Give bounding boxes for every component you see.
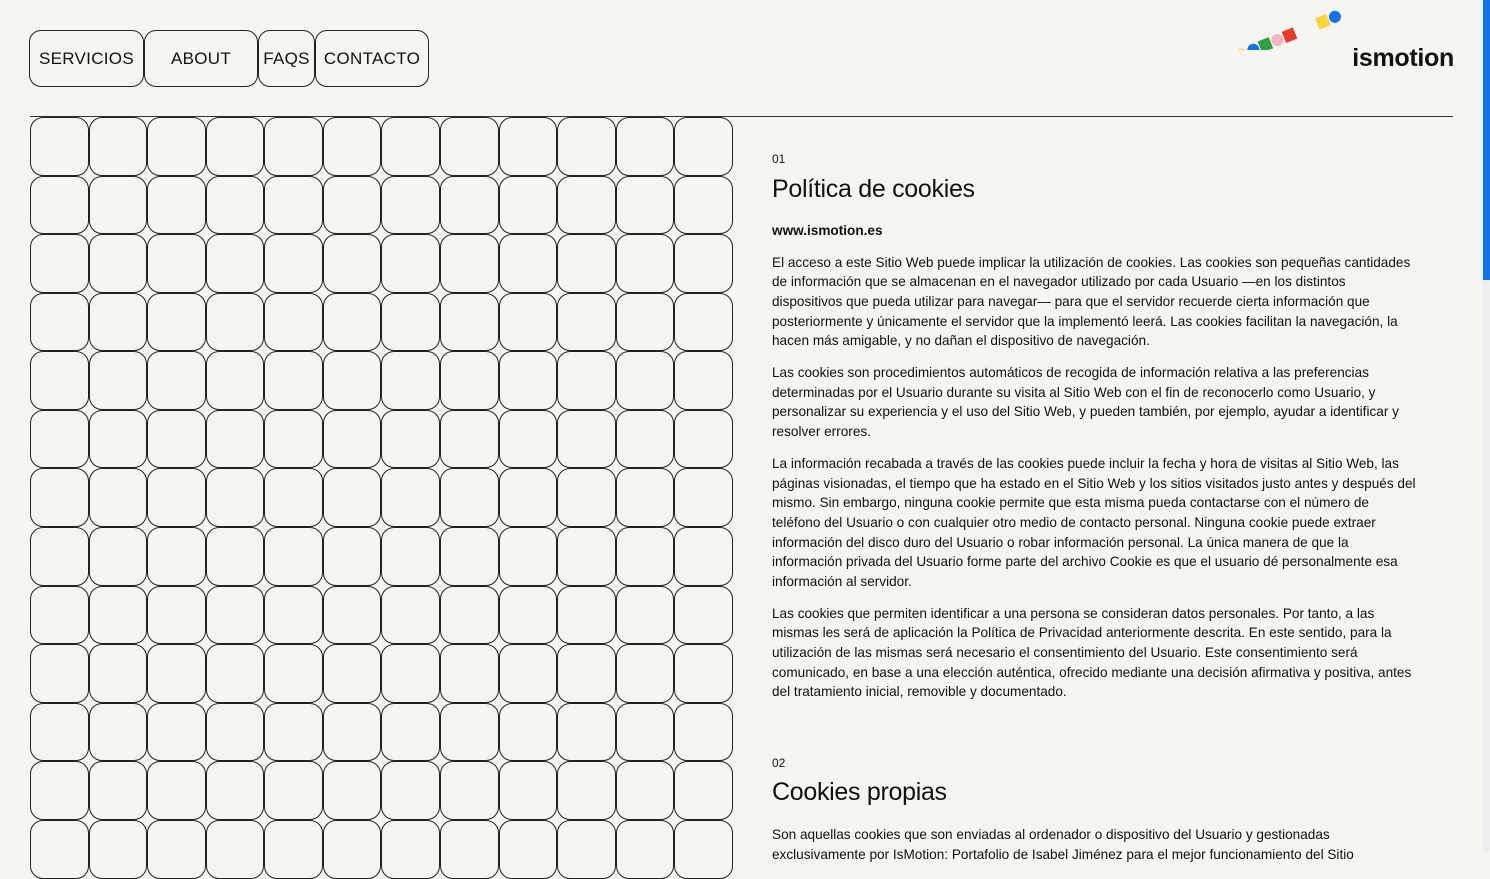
grid-cell xyxy=(616,820,675,879)
grid-cell xyxy=(147,586,206,645)
grid-cell xyxy=(557,351,616,410)
grid-cell xyxy=(206,293,265,352)
grid-cell xyxy=(557,410,616,469)
grid-cell xyxy=(30,761,89,820)
grid-cell xyxy=(440,703,499,762)
section-number: 01 xyxy=(772,152,786,166)
grid-cell xyxy=(206,586,265,645)
grid-cell xyxy=(264,234,323,293)
grid-cell xyxy=(89,820,148,879)
grid-cell xyxy=(323,586,382,645)
grid-cell xyxy=(323,117,382,176)
grid-cell xyxy=(499,644,558,703)
grid-cell xyxy=(557,117,616,176)
grid-cell xyxy=(264,351,323,410)
grid-cell xyxy=(323,410,382,469)
grid-cell xyxy=(89,293,148,352)
grid-cell xyxy=(499,117,558,176)
grid-cell xyxy=(674,410,733,469)
grid-cell xyxy=(147,820,206,879)
grid-cell xyxy=(264,293,323,352)
grid-cell xyxy=(323,176,382,235)
grid-cell xyxy=(323,234,382,293)
grid-cell xyxy=(616,176,675,235)
grid-cell xyxy=(674,117,733,176)
grid-cell xyxy=(147,703,206,762)
grid-cell xyxy=(499,586,558,645)
grid-cell xyxy=(323,820,382,879)
grid-cell xyxy=(264,820,323,879)
grid-cell xyxy=(440,410,499,469)
paragraph: Las cookies que permiten identificar a una persona se consideran datos personales. Por tanto, a las mismas les será de aplicación la Política de Privacidad anteriormente descrita. En este sentido, para la utilización de las mismas será necesario el consentimiento del Usuario. Este consentimiento será comunicado, en base a una elección auténtica, ofrecido mediante una decisión afirmativa y positiva, antes del tratamiento inicial, removible y documentado. xyxy=(772,605,1412,700)
paragraph: Son aquellas cookies que son enviadas al ordenador o dispositivo del Usuario y gestionadas exclusivamente por IsMotion: Portafolio de Isabel Jiménez para el mejor funcionamiento del Sitio xyxy=(772,826,1354,862)
grid-cell xyxy=(499,761,558,820)
grid-cell xyxy=(557,176,616,235)
grid-cell xyxy=(381,820,440,879)
grid-cell xyxy=(30,351,89,410)
grid-cell xyxy=(30,176,89,235)
grid-cell xyxy=(440,586,499,645)
grid-cell xyxy=(499,293,558,352)
grid-cell xyxy=(499,234,558,293)
grid-cell xyxy=(147,761,206,820)
nav-contacto[interactable]: CONTACTO xyxy=(315,30,429,87)
grid-cell xyxy=(89,234,148,293)
grid-cell xyxy=(616,410,675,469)
grid-cell xyxy=(557,293,616,352)
grid-cell xyxy=(30,644,89,703)
grid-cell xyxy=(440,644,499,703)
grid-cell xyxy=(147,293,206,352)
grid-cell xyxy=(674,586,733,645)
grid-cell xyxy=(323,527,382,586)
grid-cell xyxy=(616,761,675,820)
grid-cell xyxy=(381,703,440,762)
grid-cell xyxy=(381,527,440,586)
grid-cell xyxy=(89,351,148,410)
grid-cell xyxy=(557,527,616,586)
grid-cell xyxy=(440,527,499,586)
nav-about[interactable]: ABOUT xyxy=(144,30,258,87)
grid-cell xyxy=(323,468,382,527)
grid-cell xyxy=(616,293,675,352)
grid-cell xyxy=(206,468,265,527)
grid-cell xyxy=(381,644,440,703)
grid-cell xyxy=(206,761,265,820)
grid-cell xyxy=(557,644,616,703)
grid-cell xyxy=(206,351,265,410)
section-number: 02 xyxy=(772,755,786,770)
grid-cell xyxy=(147,527,206,586)
grid-cell xyxy=(30,234,89,293)
grid-cell xyxy=(147,176,206,235)
grid-cell xyxy=(381,234,440,293)
grid-cell xyxy=(264,586,323,645)
grid-cell xyxy=(206,234,265,293)
grid-cell xyxy=(616,644,675,703)
grid-cell xyxy=(323,293,382,352)
grid-cell xyxy=(89,117,148,176)
grid-cell xyxy=(264,703,323,762)
grid-cell xyxy=(674,820,733,879)
grid-cell xyxy=(381,468,440,527)
grid-cell xyxy=(440,468,499,527)
grid-cell xyxy=(674,293,733,352)
grid-cell xyxy=(674,527,733,586)
grid-cell xyxy=(557,468,616,527)
grid-cell xyxy=(323,703,382,762)
grid-cell xyxy=(89,176,148,235)
grid-cell xyxy=(499,410,558,469)
grid-cell xyxy=(147,644,206,703)
grid-cell xyxy=(264,761,323,820)
grid-cell xyxy=(264,117,323,176)
grid-cell xyxy=(440,293,499,352)
grid-cell xyxy=(147,351,206,410)
grid-cell xyxy=(147,468,206,527)
grid-cell xyxy=(89,527,148,586)
grid-cell xyxy=(381,761,440,820)
main-nav xyxy=(29,30,429,87)
paragraph: Las cookies son procedimientos automáticos de recogida de información relativa a las preferencias determinadas por el Usuario durante su visita al Sitio Web con el fin de reconocerlo como Usuario, y personalizar su experiencia y el uso del Sitio Web, y pueden también, por ejemplo, ayudar a identificar y resolver errores. xyxy=(772,365,1399,440)
grid-cell xyxy=(30,703,89,762)
paragraph: La información recabada a través de las cookies puede incluir la fecha y hora de visitas al Sitio Web, las páginas visionadas, el tiempo que ha estado en el Sitio Web y los sitios visitados justo antes y después del mismo. Sin embargo, ninguna cookie permite que esta misma pueda contactarse con el número de teléfono del Usuario o con cualquier otro medio de contacto personal. Ninguna cookie puede extraer información del disco duro del Usuario o robar información personal. La única manera de que la información privada del Usuario forme parte del archivo Cookie es que el usuario dé personalmente esa información al servidor. xyxy=(772,456,1416,589)
grid-cell xyxy=(616,703,675,762)
section-02 xyxy=(772,754,1417,864)
grid-cell xyxy=(30,527,89,586)
grid-cell xyxy=(30,820,89,879)
grid-cell xyxy=(89,703,148,762)
grid-cell xyxy=(89,644,148,703)
section-title: Cookies propias xyxy=(772,778,947,807)
grid-cell xyxy=(30,410,89,469)
grid-cell xyxy=(616,234,675,293)
brand-wordmark[interactable]: ismotion xyxy=(1352,44,1454,72)
grid-cell xyxy=(440,351,499,410)
grid-cell xyxy=(206,527,265,586)
grid-cell xyxy=(323,644,382,703)
nav-servicios[interactable]: SERVICIOS xyxy=(29,30,144,87)
grid-cell xyxy=(557,234,616,293)
grid-cell xyxy=(557,703,616,762)
grid-cell xyxy=(557,761,616,820)
grid-cell xyxy=(206,703,265,762)
grid-cell xyxy=(557,820,616,879)
grid-cell xyxy=(381,176,440,235)
grid-cell xyxy=(323,351,382,410)
grid-cell xyxy=(381,410,440,469)
grid-cell xyxy=(616,468,675,527)
grid-cell xyxy=(674,351,733,410)
grid-cell xyxy=(147,234,206,293)
cookie-policy-content xyxy=(772,150,1417,877)
grid-cell xyxy=(89,761,148,820)
grid-cell xyxy=(674,644,733,703)
grid-cell xyxy=(440,820,499,879)
grid-cell xyxy=(381,293,440,352)
decorative-grid xyxy=(30,117,733,879)
grid-cell xyxy=(499,176,558,235)
paragraph: El acceso a este Sitio Web puede implicar la utilización de cookies. Las cookies son pequeñas cantidades de información que se almacenan en el navegador utilizado por cada Usuario —en los distintos dispositivos que pueda utilizar para navegar— para que el servidor recuerde cierta información que posteriormente y únicamente el servidor que la implementó leerá. Las cookies facilitan la navegación, la hacen más amigable, y no dañan el dispositivo de navegación. xyxy=(772,254,1411,349)
no-motion-logo[interactable] xyxy=(1205,0,1355,50)
grid-cell xyxy=(674,234,733,293)
grid-cell xyxy=(440,176,499,235)
grid-cell xyxy=(30,117,89,176)
grid-cell xyxy=(440,117,499,176)
grid-cell xyxy=(674,703,733,762)
scrollbar-thumb[interactable] xyxy=(1483,0,1490,280)
grid-cell xyxy=(381,117,440,176)
nav-faqs[interactable]: FAQS xyxy=(258,30,315,87)
grid-cell xyxy=(499,468,558,527)
grid-cell xyxy=(206,410,265,469)
grid-cell xyxy=(206,117,265,176)
grid-cell xyxy=(440,234,499,293)
grid-cell xyxy=(323,761,382,820)
grid-cell xyxy=(206,176,265,235)
grid-cell xyxy=(674,176,733,235)
grid-cell xyxy=(30,586,89,645)
grid-cell xyxy=(147,410,206,469)
grid-cell xyxy=(616,586,675,645)
section-title: Política de cookies xyxy=(772,174,975,203)
site-url: www.ismotion.es xyxy=(772,223,883,239)
grid-cell xyxy=(264,644,323,703)
grid-cell xyxy=(264,468,323,527)
grid-cell xyxy=(89,410,148,469)
grid-cell xyxy=(30,293,89,352)
grid-cell xyxy=(674,761,733,820)
grid-cell xyxy=(499,351,558,410)
grid-cell xyxy=(381,351,440,410)
grid-cell xyxy=(381,586,440,645)
grid-cell xyxy=(206,644,265,703)
grid-cell xyxy=(147,117,206,176)
scrollbar[interactable] xyxy=(1483,0,1490,851)
grid-cell xyxy=(499,703,558,762)
grid-cell xyxy=(264,527,323,586)
grid-cell xyxy=(264,176,323,235)
grid-cell xyxy=(499,527,558,586)
grid-cell xyxy=(89,468,148,527)
grid-cell xyxy=(674,468,733,527)
grid-cell xyxy=(616,117,675,176)
grid-cell xyxy=(440,761,499,820)
grid-cell xyxy=(616,527,675,586)
grid-cell xyxy=(264,410,323,469)
grid-cell xyxy=(616,351,675,410)
grid-cell xyxy=(206,820,265,879)
grid-cell xyxy=(89,586,148,645)
grid-cell xyxy=(499,820,558,879)
grid-cell xyxy=(30,468,89,527)
grid-cell xyxy=(557,586,616,645)
section-01 xyxy=(772,150,1417,702)
